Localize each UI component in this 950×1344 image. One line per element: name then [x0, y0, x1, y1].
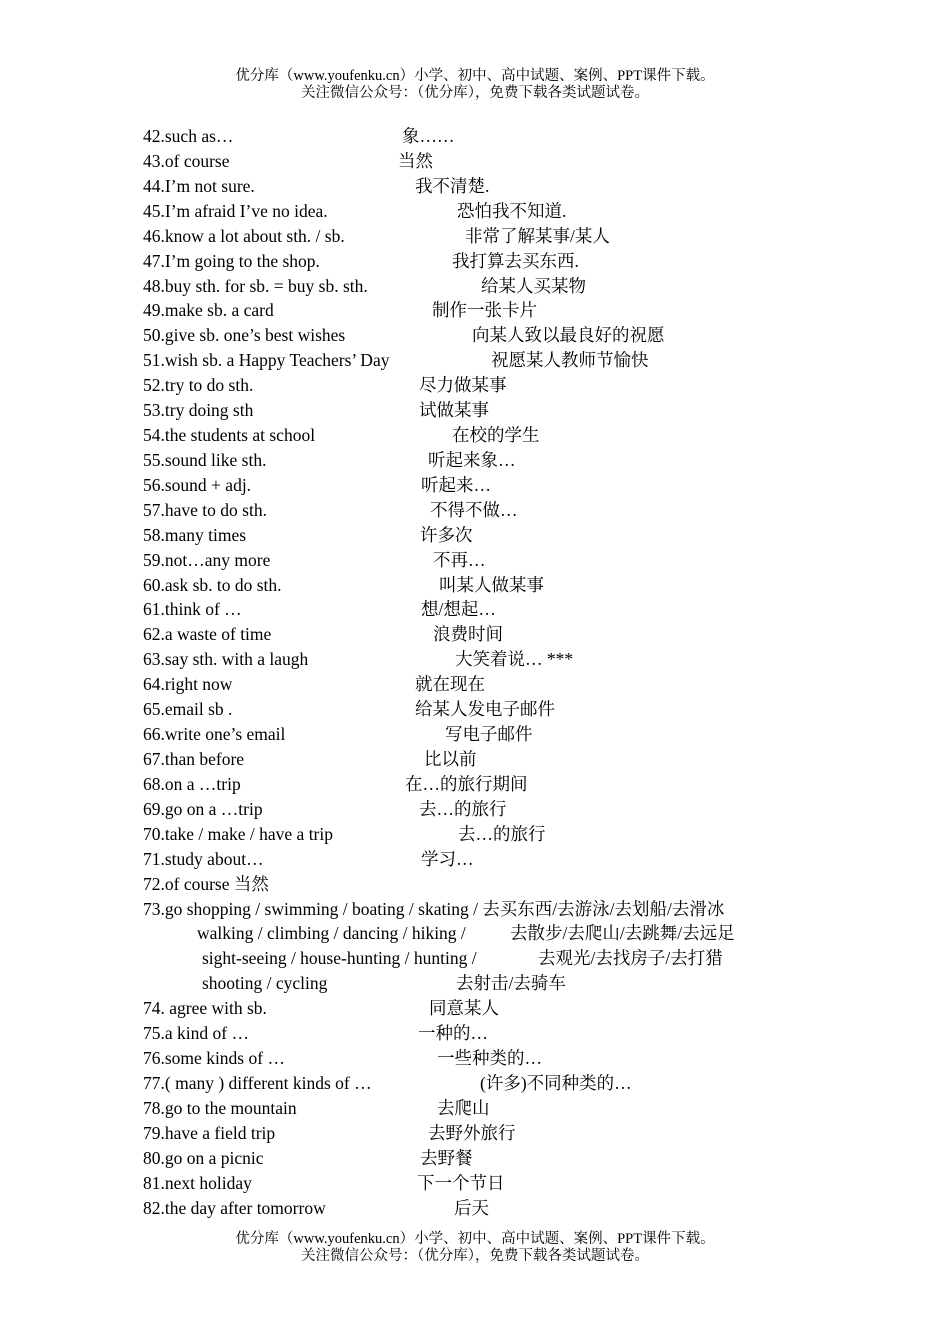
phrase-english: shooting / cycling: [202, 973, 328, 994]
phrase-english: 81.next holiday: [143, 1172, 252, 1193]
phrase-chinese: 想/想起…: [421, 599, 496, 620]
phrase-chinese: 去散步/去爬山/去跳舞/去远足: [510, 923, 735, 944]
phrase-english: 69.go on a …trip: [143, 798, 263, 819]
phrase-chinese: 非常了解某事/某人: [465, 225, 610, 246]
phrase-english: 65.email sb .: [143, 699, 233, 720]
phrase-english: 73.go shopping / swimming / boating / skating / 去买东西/去游泳/去划船/去滑冰: [143, 898, 725, 919]
phrase-english: 63.say sth. with a laugh: [143, 649, 309, 670]
phrase-english: 82.the day after tomorrow: [143, 1197, 326, 1218]
phrase-chinese: 大笑着说… ***: [455, 649, 574, 670]
phrase-chinese: 许多次: [420, 524, 473, 545]
phrase-chinese: 去野餐: [420, 1147, 473, 1168]
phrase-chinese: 下一个节日: [417, 1172, 505, 1193]
phrase-english: 71.study about…: [143, 848, 264, 869]
phrase-english: 49.make sb. a card: [143, 300, 274, 321]
phrase-english: 43.of course: [143, 150, 230, 171]
phrase-chinese: 我打算去买东西.: [452, 250, 579, 271]
phrase-chinese: 去…的旅行: [419, 798, 507, 819]
page-header: [0, 68, 950, 102]
phrase-chinese: 后天: [454, 1197, 489, 1218]
phrase-english: 77.( many ) different kinds of …: [143, 1072, 372, 1093]
phrase-english: 46.know a lot about sth. / sb.: [143, 225, 345, 246]
phrase-chinese: 我不清楚.: [415, 175, 490, 196]
phrase-english: 53.try doing sth: [143, 400, 254, 421]
phrase-chinese: 祝愿某人教师节愉快: [491, 350, 649, 371]
phrase-english: 79.have a field trip: [143, 1122, 276, 1143]
footer-line-2: 关注微信公众号：（优分库），免费下载各类试题试卷。: [301, 1248, 649, 1264]
phrase-chinese: 试做某事: [419, 400, 489, 421]
phrase-chinese: (许多)不同种类的…: [480, 1072, 632, 1093]
phrase-chinese: 当然: [398, 150, 433, 171]
phrase-english: 58.many times: [143, 524, 247, 545]
phrase-english: 55.sound like sth.: [143, 449, 267, 470]
phrase-chinese: 去…的旅行: [458, 823, 546, 844]
phrase-chinese: 象……: [402, 126, 455, 146]
phrase-english: 74. agree with sb.: [143, 998, 267, 1019]
phrase-english: 50.give sb. one’s best wishes: [143, 325, 346, 346]
phrase-chinese: 制作一张卡片: [432, 300, 537, 321]
phrase-english: 64.right now: [143, 674, 233, 695]
phrase-chinese: 尽力做某事: [419, 375, 507, 396]
phrase-english: 57.have to do sth.: [143, 499, 267, 520]
phrase-english: 44.I’m not sure.: [143, 175, 255, 196]
phrase-english: 78.go to the mountain: [143, 1097, 297, 1118]
phrase-english: walking / climbing / dancing / hiking /: [197, 923, 466, 944]
phrase-english: 61.think of …: [143, 599, 242, 620]
phrase-chinese: 同意某人: [429, 998, 499, 1019]
phrase-english: 54.the students at school: [143, 425, 316, 446]
phrase-chinese: 一种的…: [418, 1023, 488, 1044]
phrase-english: 75.a kind of …: [143, 1023, 249, 1044]
phrase-english: 80.go on a picnic: [143, 1147, 264, 1168]
phrase-english: 66.write one’s email: [143, 724, 286, 745]
phrase-english: 51.wish sb. a Happy Teachers’ Day: [143, 350, 390, 371]
phrase-chinese: 在…的旅行期间: [405, 773, 528, 794]
phrase-chinese: 不再…: [433, 549, 486, 570]
phrase-chinese: 叫某人做某事: [439, 574, 544, 595]
phrase-chinese: 听起来…: [421, 474, 491, 495]
phrase-english: 68.on a …trip: [143, 773, 241, 794]
page-footer: [0, 1231, 950, 1265]
phrase-english: 56.sound + adj.: [143, 474, 252, 495]
phrase-chinese: 在校的学生: [452, 425, 540, 446]
phrase-chinese: 给某人买某物: [481, 275, 586, 296]
phrase-chinese: 给某人发电子邮件: [415, 699, 555, 720]
phrase-english: 59.not…any more: [143, 549, 271, 570]
phrase-chinese: 去爬山: [437, 1097, 490, 1118]
phrase-chinese: 不得不做…: [430, 499, 518, 520]
header-line-2: 关注微信公众号：（优分库），免费下载各类试题试卷。: [301, 85, 649, 101]
phrase-english: sight-seeing / house-hunting / hunting /: [202, 948, 477, 969]
phrase-english: 42.such as…: [143, 126, 234, 146]
phrase-chinese: 去野外旅行: [428, 1122, 516, 1143]
phrase-chinese: 恐怕我不知道.: [457, 200, 567, 221]
phrase-english: 62.a waste of time: [143, 624, 272, 645]
phrase-english: 60.ask sb. to do sth.: [143, 574, 282, 595]
phrase-english: 45.I’m afraid I’ve no idea.: [143, 200, 328, 221]
phrase-english: 67.than before: [143, 749, 245, 769]
phrase-chinese: 去射击/去骑车: [456, 973, 566, 994]
phrase-chinese: 学习…: [421, 848, 474, 869]
phrase-chinese: 听起来象…: [428, 449, 516, 470]
phrase-english: 70.take / make / have a trip: [143, 823, 333, 844]
header-line-1: 优分库（www.youfenku.cn）小学、初中、高中试题、案例、PPT课件下载。: [235, 68, 715, 84]
phrase-english: 76.some kinds of …: [143, 1048, 285, 1069]
phrase-english: 48.buy sth. for sb. = buy sb. sth.: [143, 275, 368, 296]
footer-line-1: 优分库（www.youfenku.cn）小学、初中、高中试题、案例、PPT课件下载。: [235, 1231, 715, 1247]
phrase-chinese: 去观光/去找房子/去打猎: [538, 948, 723, 969]
phrase-chinese: 一些种类的…: [437, 1048, 542, 1069]
phrase-chinese: 就在现在: [415, 674, 485, 695]
phrase-chinese: 浪费时间: [433, 624, 503, 645]
phrase-english: 52.try to do sth.: [143, 375, 254, 396]
phrase-chinese: 向某人致以最良好的祝愿: [472, 325, 665, 346]
phrase-chinese: 比以前: [424, 749, 477, 769]
phrase-english: 47.I’m going to the shop.: [143, 250, 320, 271]
phrase-english: 72.of course 当然: [143, 873, 269, 894]
phrase-chinese: 写电子邮件: [445, 724, 533, 745]
